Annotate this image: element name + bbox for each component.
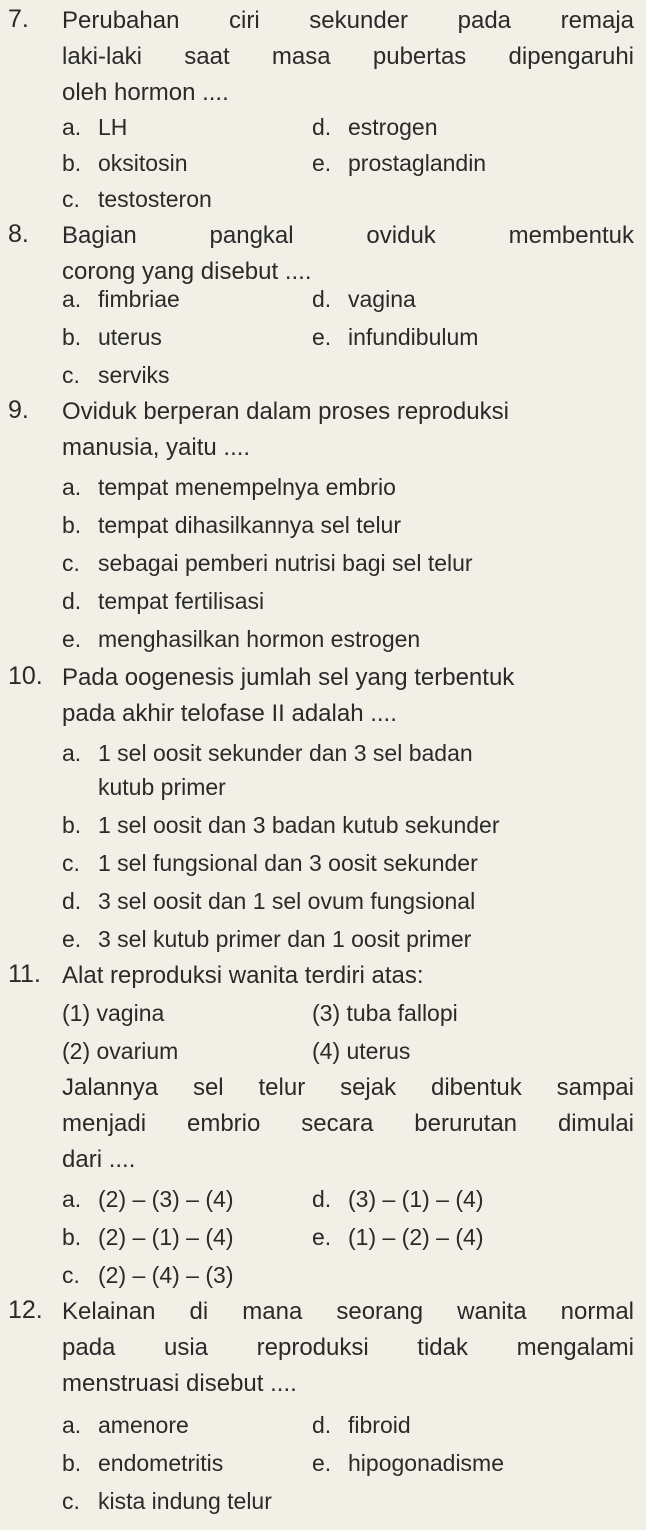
option-letter: c. xyxy=(62,1488,80,1514)
option-b[interactable] xyxy=(62,146,187,180)
question-stem xyxy=(62,660,634,732)
question-number: 11. xyxy=(8,960,41,988)
question-number: 7. xyxy=(8,5,29,33)
option-e[interactable] xyxy=(62,622,634,656)
option-letter: a. xyxy=(62,286,82,312)
option-c[interactable] xyxy=(62,1258,233,1292)
option-b[interactable] xyxy=(62,1446,223,1480)
question-number: 12. xyxy=(8,1296,43,1324)
option-text: sebagai pemberi nutrisi bagi sel telur xyxy=(98,550,473,576)
option-text-continued: kutub primer xyxy=(98,774,226,800)
option-text: amenore xyxy=(98,1412,189,1438)
option-letter: c. xyxy=(62,550,80,576)
option-text: infundibulum xyxy=(348,324,479,350)
option-text: vagina xyxy=(348,286,416,312)
option-letter: d. xyxy=(62,588,82,614)
option-c[interactable] xyxy=(62,358,170,392)
stem-line: Alat reproduksi wanita terdiri atas: xyxy=(62,962,424,989)
option-letter: b. xyxy=(62,1224,82,1250)
option-b[interactable] xyxy=(62,1220,233,1254)
option-letter: e. xyxy=(62,926,82,952)
option-text: hipogonadisme xyxy=(348,1450,505,1476)
option-text: uterus xyxy=(98,324,162,350)
option-letter: d. xyxy=(312,286,332,312)
question-stem xyxy=(62,1294,634,1402)
option-text: 1 sel oosit dan 3 badan kutub sekunder xyxy=(98,812,500,838)
option-d[interactable] xyxy=(312,1182,483,1216)
option-e[interactable] xyxy=(62,922,634,956)
option-letter: c. xyxy=(62,850,80,876)
option-letter: e. xyxy=(312,324,332,350)
option-c[interactable] xyxy=(62,1484,272,1518)
option-letter: b. xyxy=(62,324,82,350)
option-text: (3) – (1) – (4) xyxy=(348,1186,484,1212)
option-text: oksitosin xyxy=(98,150,188,176)
option-text: tempat fertilisasi xyxy=(98,588,265,614)
option-text: estrogen xyxy=(348,114,438,140)
question-stem-continued xyxy=(62,1070,634,1178)
option-text: fibroid xyxy=(348,1412,411,1438)
stem-line: menstruasi disebut .... xyxy=(62,1370,297,1397)
option-letter: e. xyxy=(312,1224,332,1250)
option-e[interactable] xyxy=(312,1446,504,1480)
option-e[interactable] xyxy=(312,320,478,354)
option-b[interactable] xyxy=(62,508,634,542)
option-text: endometritis xyxy=(98,1450,224,1476)
option-d[interactable] xyxy=(312,1408,411,1442)
option-letter: d. xyxy=(62,888,82,914)
option-letter: e. xyxy=(312,1450,332,1476)
option-d[interactable] xyxy=(312,282,416,316)
option-letter: a. xyxy=(62,474,82,500)
option-a[interactable] xyxy=(62,1182,233,1216)
option-text: 1 sel fungsional dan 3 oosit sekunder xyxy=(98,850,478,876)
stem-line: dari .... xyxy=(62,1146,136,1173)
option-text: (2) – (3) – (4) xyxy=(98,1186,234,1212)
stem-line: menjadi embrio secara berurutan dimulai xyxy=(62,1110,634,1137)
option-text: (2) – (4) – (3) xyxy=(98,1262,234,1288)
option-b[interactable] xyxy=(62,320,162,354)
stem-line: pada akhir telofase II adalah .... xyxy=(62,700,397,727)
option-letter: a. xyxy=(62,114,82,140)
option-letter: c. xyxy=(62,186,80,212)
option-text: fimbriae xyxy=(98,286,180,312)
option-letter: a. xyxy=(62,1412,82,1438)
stem-line: Perubahan ciri sekunder pada remaja xyxy=(62,7,634,34)
stem-line: Oviduk berperan dalam proses reproduksi xyxy=(62,398,509,425)
option-a[interactable] xyxy=(62,1408,189,1442)
option-d[interactable] xyxy=(62,884,634,918)
option-letter: c. xyxy=(62,1262,80,1288)
option-text: (2) – (1) – (4) xyxy=(98,1224,234,1250)
list-item: (3) tuba fallopi xyxy=(312,1000,458,1026)
option-text: kista indung telur xyxy=(98,1488,272,1514)
list-item: (4) uterus xyxy=(312,1038,411,1064)
stem-line: Kelainan di mana seorang wanita normal xyxy=(62,1298,634,1325)
question-number: 10. xyxy=(8,662,43,690)
stem-line: laki-laki saat masa pubertas dipengaruhi xyxy=(62,43,634,70)
question-stem xyxy=(62,218,634,290)
option-text: tempat menempelnya embrio xyxy=(98,474,396,500)
option-letter: b. xyxy=(62,812,82,838)
option-d[interactable] xyxy=(62,584,634,618)
option-text: 3 sel oosit dan 1 sel ovum fungsional xyxy=(98,888,476,914)
option-text: menghasilkan hormon estrogen xyxy=(98,626,421,652)
stem-line: Jalannya sel telur sejak dibentuk sampai xyxy=(62,1074,634,1101)
list-item: (1) vagina xyxy=(62,1000,165,1026)
stem-line: oleh hormon .... xyxy=(62,79,229,106)
stem-line: pada usia reproduksi tidak mengalami xyxy=(62,1334,634,1361)
option-letter: b. xyxy=(62,512,82,538)
question-stem xyxy=(62,394,634,466)
option-letter: b. xyxy=(62,1450,82,1476)
stem-line: corong yang disebut .... xyxy=(62,258,312,285)
option-text: testosteron xyxy=(98,186,212,212)
option-letter: e. xyxy=(62,626,82,652)
question-number: 8. xyxy=(8,220,29,248)
option-text: LH xyxy=(98,114,128,140)
option-text: prostaglandin xyxy=(348,150,487,176)
option-letter: d. xyxy=(312,1186,332,1212)
stem-line: manusia, yaitu .... xyxy=(62,434,251,461)
option-text: 1 sel oosit sekunder dan 3 sel badan xyxy=(98,740,473,766)
option-letter: c. xyxy=(62,362,80,388)
option-letter: d. xyxy=(312,1412,332,1438)
option-letter: d. xyxy=(312,114,332,140)
question-stem xyxy=(62,958,634,994)
option-text: tempat dihasilkannya sel telur xyxy=(98,512,401,538)
option-letter: a. xyxy=(62,740,82,766)
option-letter: b. xyxy=(62,150,82,176)
stem-line: Pada oogenesis jumlah sel yang terbentuk xyxy=(62,664,515,691)
option-e[interactable] xyxy=(312,1220,483,1254)
stem-line: Bagian pangkal oviduk membentuk xyxy=(62,222,634,249)
option-d[interactable] xyxy=(312,110,438,144)
list-item: (2) ovarium xyxy=(62,1038,179,1064)
option-b[interactable] xyxy=(62,808,634,842)
option-a[interactable] xyxy=(62,110,127,144)
question-stem xyxy=(62,3,634,111)
option-a[interactable] xyxy=(62,470,634,504)
option-letter: a. xyxy=(62,1186,82,1212)
option-c[interactable] xyxy=(62,846,634,880)
option-e[interactable] xyxy=(312,146,486,180)
option-a[interactable] xyxy=(62,736,634,804)
option-text: (1) – (2) – (4) xyxy=(348,1224,484,1250)
option-text: 3 sel kutub primer dan 1 oosit primer xyxy=(98,926,472,952)
option-c[interactable] xyxy=(62,182,212,216)
option-letter: e. xyxy=(312,150,332,176)
option-text: serviks xyxy=(98,362,170,388)
question-number: 9. xyxy=(8,396,29,424)
option-c[interactable] xyxy=(62,546,634,580)
option-a[interactable] xyxy=(62,282,180,316)
